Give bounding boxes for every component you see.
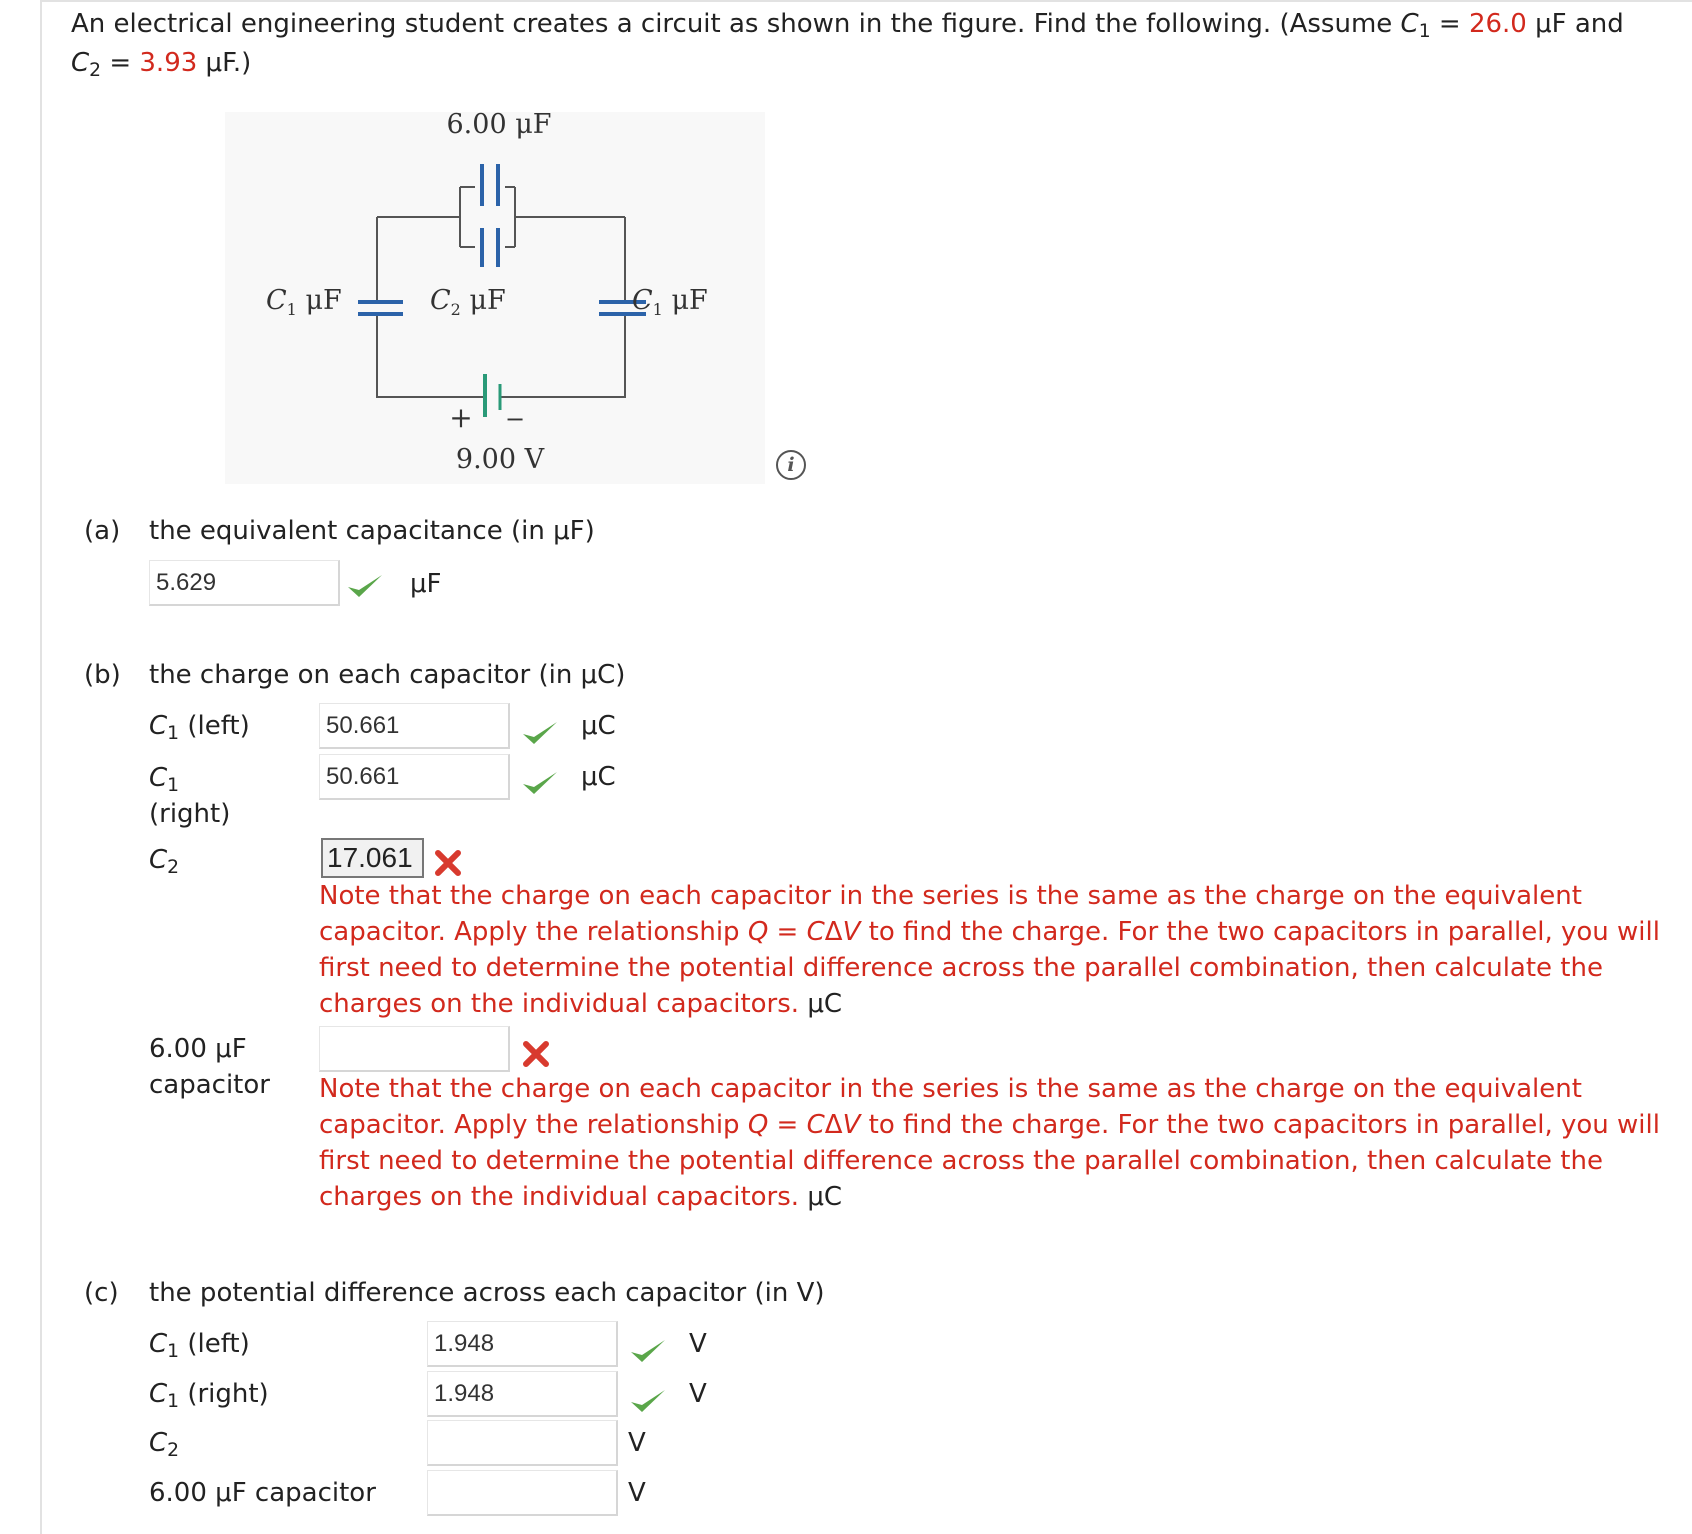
given-c2-value: 3.93 <box>139 48 198 78</box>
battery-plus-sign: + <box>449 401 473 434</box>
part-a-correct-check-icon <box>345 571 385 601</box>
part-b-c2-incorrect-x-icon <box>434 849 462 877</box>
part-b-c1-left-label: $C_1$ (left) <box>149 711 250 745</box>
part-b-6uf-incorrect-x-icon <box>522 1040 550 1068</box>
battery-voltage-label: 9.00 V <box>455 444 545 475</box>
part-b-c1-right-check-icon <box>520 768 560 798</box>
part-c-c2-input[interactable] <box>427 1420 618 1466</box>
part-b-c1-right-label: $C_1$ (right) <box>149 763 231 829</box>
part-c-c1-left-check-icon <box>628 1336 668 1366</box>
part-c-c1-left-input[interactable]: 1.948 <box>427 1321 618 1367</box>
part-b-c1-right-input[interactable]: 50.661 <box>319 754 510 800</box>
part-b-6uf-feedback: Note that the charge on each capacitor in the series is the same as the charge on the equivalent capacitor. Apply the relationship Q = CΔV to find the charge. For the two capacitors in parallel, you will first need to determine the potential difference across the parallel combination, then calculate the charges on the individual capacitors. μC <box>319 1074 1660 1212</box>
battery-minus-sign: − <box>504 405 526 433</box>
part-b-c1-right-unit: μC <box>581 762 616 792</box>
part-c-c1-left-unit: V <box>689 1329 707 1359</box>
info-icon[interactable]: i <box>776 450 806 480</box>
part-b-c1-left-input[interactable]: 50.661 <box>319 703 510 749</box>
part-a-unit: μF <box>410 569 442 599</box>
part-b-6uf-input[interactable] <box>319 1026 510 1072</box>
page-top-border <box>40 0 1692 2</box>
page-left-border <box>40 0 42 1534</box>
part-c-6uf-label: 6.00 μF capacitor <box>149 1478 376 1508</box>
part-c-c2-unit: V <box>628 1428 646 1458</box>
part-b-6uf-label: 6.00 μF capacitor <box>149 1034 270 1100</box>
part-c-c1-left-label: $C_1$ (left) <box>149 1329 250 1363</box>
part-b-c2-label: $C_2$ <box>149 845 180 879</box>
part-b-c1-left-unit: μC <box>581 711 616 741</box>
part-b-c1-left-check-icon <box>520 718 560 748</box>
part-b-c2-input[interactable]: 17.061 <box>321 838 424 878</box>
part-c-c1-right-input[interactable]: 1.948 <box>427 1371 618 1417</box>
part-a-answer-input[interactable]: 5.629 <box>149 560 340 606</box>
part-c-c1-right-check-icon <box>628 1386 668 1416</box>
circuit-diagram <box>225 112 765 484</box>
middle-capacitor-label: $C_2$ μF <box>430 285 506 319</box>
left-capacitor-label: $C_1$ μF <box>266 285 342 319</box>
part-c-6uf-input[interactable] <box>427 1470 618 1516</box>
part-c-c2-label: $C_2$ <box>149 1428 180 1462</box>
right-capacitor-label: $C_1$ μF <box>632 285 708 319</box>
part-b-c2-feedback: Note that the charge on each capacitor in the series is the same as the charge on the equivalent capacitor. Apply the relationship Q = CΔV to find the charge. For the two capacitors in parallel, you will first need to determine the potential difference across the parallel combination, then calculate the charges on the individual capacitors. μC <box>319 881 1660 1019</box>
top-capacitor-label: 6.00 μF <box>446 112 552 140</box>
problem-statement: An electrical engineering student creates a circuit as shown in the figure. Find the following. (Assume $C_1 = 26.0$ μF and $C_2 = 3.93$ μF.) <box>71 9 1624 82</box>
part-c-6uf-unit: V <box>628 1478 646 1508</box>
circuit-figure <box>225 112 765 484</box>
part-c-c1-right-label: $C_1$ (right) <box>149 1379 269 1413</box>
given-c1-value: 26.0 <box>1468 9 1527 39</box>
part-c-c1-right-unit: V <box>689 1379 707 1409</box>
